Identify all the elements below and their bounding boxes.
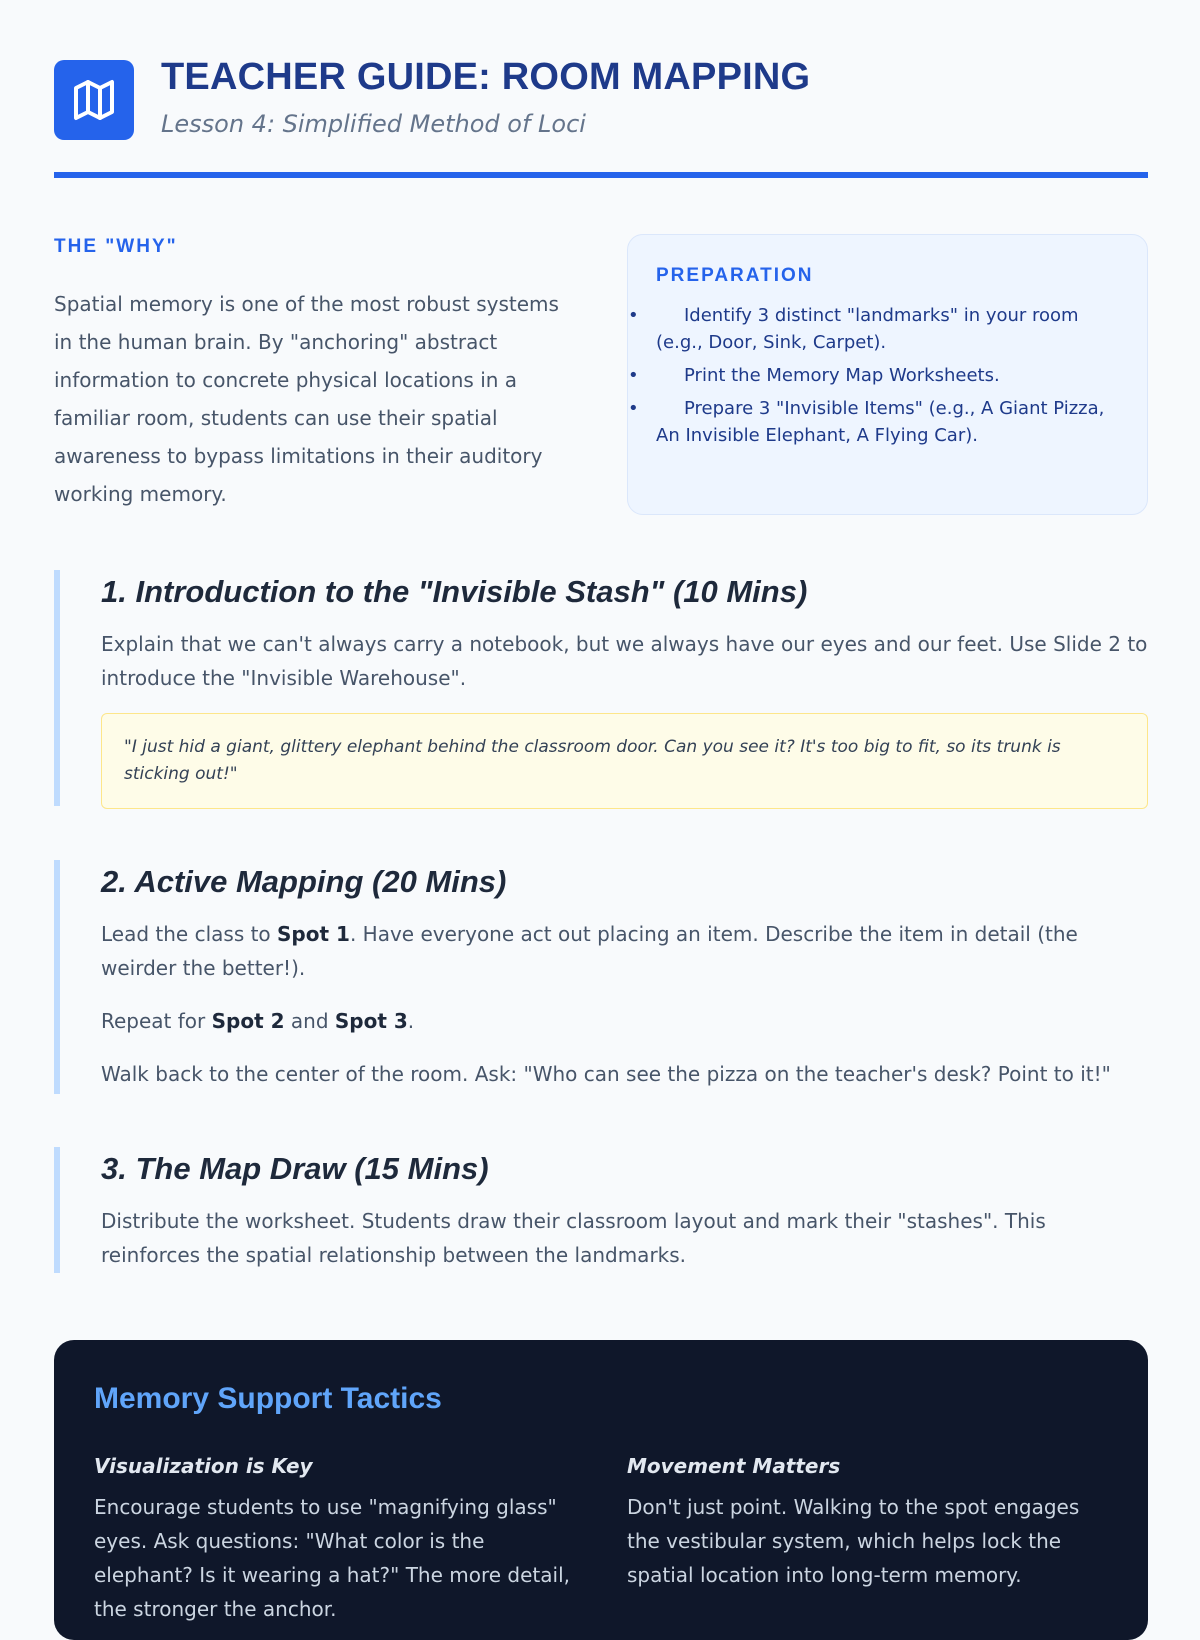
step-text: Repeat for Spot 2 and Spot 3. [101, 1009, 415, 1033]
tactic-movement [627, 1454, 1113, 1592]
step-title: 1. Introduction to the "Invisible Stash" (10 Mins) [101, 574, 808, 609]
step-title: 3. The Map Draw (15 Mins) [101, 1151, 489, 1186]
tactic-text: Encourage students to use "magnifying glass" eyes. Ask questions: "What color is the elephant? Is it wearing a hat?" The more detail, the stronger the anchor. [94, 1495, 570, 1621]
list-item: • Prepare 3 "Invisible Items" (e.g., A Giant Pizza, An Invisible Elephant, A Flying Car). [656, 395, 1121, 449]
why-section [54, 236, 574, 513]
list-item: • Print the Memory Map Worksheets. [656, 362, 1121, 389]
tactic-heading: Visualization is Key [94, 1454, 313, 1478]
tactic-visualization [94, 1454, 580, 1626]
tactic-text: Don't just point. Walking to the spot engages the vestibular system, which helps lock the spatial location into long-term memory. [627, 1495, 1080, 1587]
tactic-heading: Movement Matters [627, 1454, 841, 1478]
why-text: Spatial memory is one of the most robust systems in the human brain. By "anchoring" abstract information to concrete physical locations in a familiar room, students can use their spatial awareness to bypass limitations in their auditory working memory. [54, 292, 559, 506]
memory-support-tactics [54, 1340, 1148, 1640]
preparation-box [627, 234, 1148, 515]
step-text: Lead the class to Spot 1. Have everyone act out placing an item. Describe the item in detail (the weirder the better!). [101, 922, 1078, 980]
page-title: TEACHER GUIDE: ROOM MAPPING [161, 56, 811, 98]
why-label: THE "WHY" [54, 236, 178, 257]
step-text: Walk back to the center of the room. Ask: "Who can see the pizza on the teacher's desk? Point to it!" [101, 1062, 1111, 1086]
page-subtitle: Lesson 4: Simplified Method of Loci [161, 110, 586, 138]
step-introduction [54, 570, 1148, 806]
step-active-mapping [54, 860, 1148, 1094]
map-icon [54, 60, 134, 140]
header [54, 56, 1148, 178]
preparation-list [656, 302, 1121, 449]
list-item: • Identify 3 distinct "landmarks" in your room (e.g., Door, Sink, Carpet). [656, 302, 1121, 356]
teacher-quote: "I just hid a giant, glittery elephant behind the classroom door. Can you see it? It's too big to fit, so its trunk is sticking out!" [101, 713, 1148, 809]
step-title: 2. Active Mapping (20 Mins) [101, 864, 507, 899]
step-text: Distribute the worksheet. Students draw their classroom layout and mark their "stashes". This reinforces the spatial relationship between the landmarks. [101, 1209, 1046, 1267]
tactics-title: Memory Support Tactics [94, 1382, 442, 1415]
step-text: Explain that we can't always carry a notebook, but we always have our eyes and our feet. Use Slide 2 to introduce the "Invisible Warehouse". [101, 632, 1148, 690]
preparation-label: PREPARATION [656, 265, 814, 286]
step-map-draw [54, 1147, 1148, 1273]
